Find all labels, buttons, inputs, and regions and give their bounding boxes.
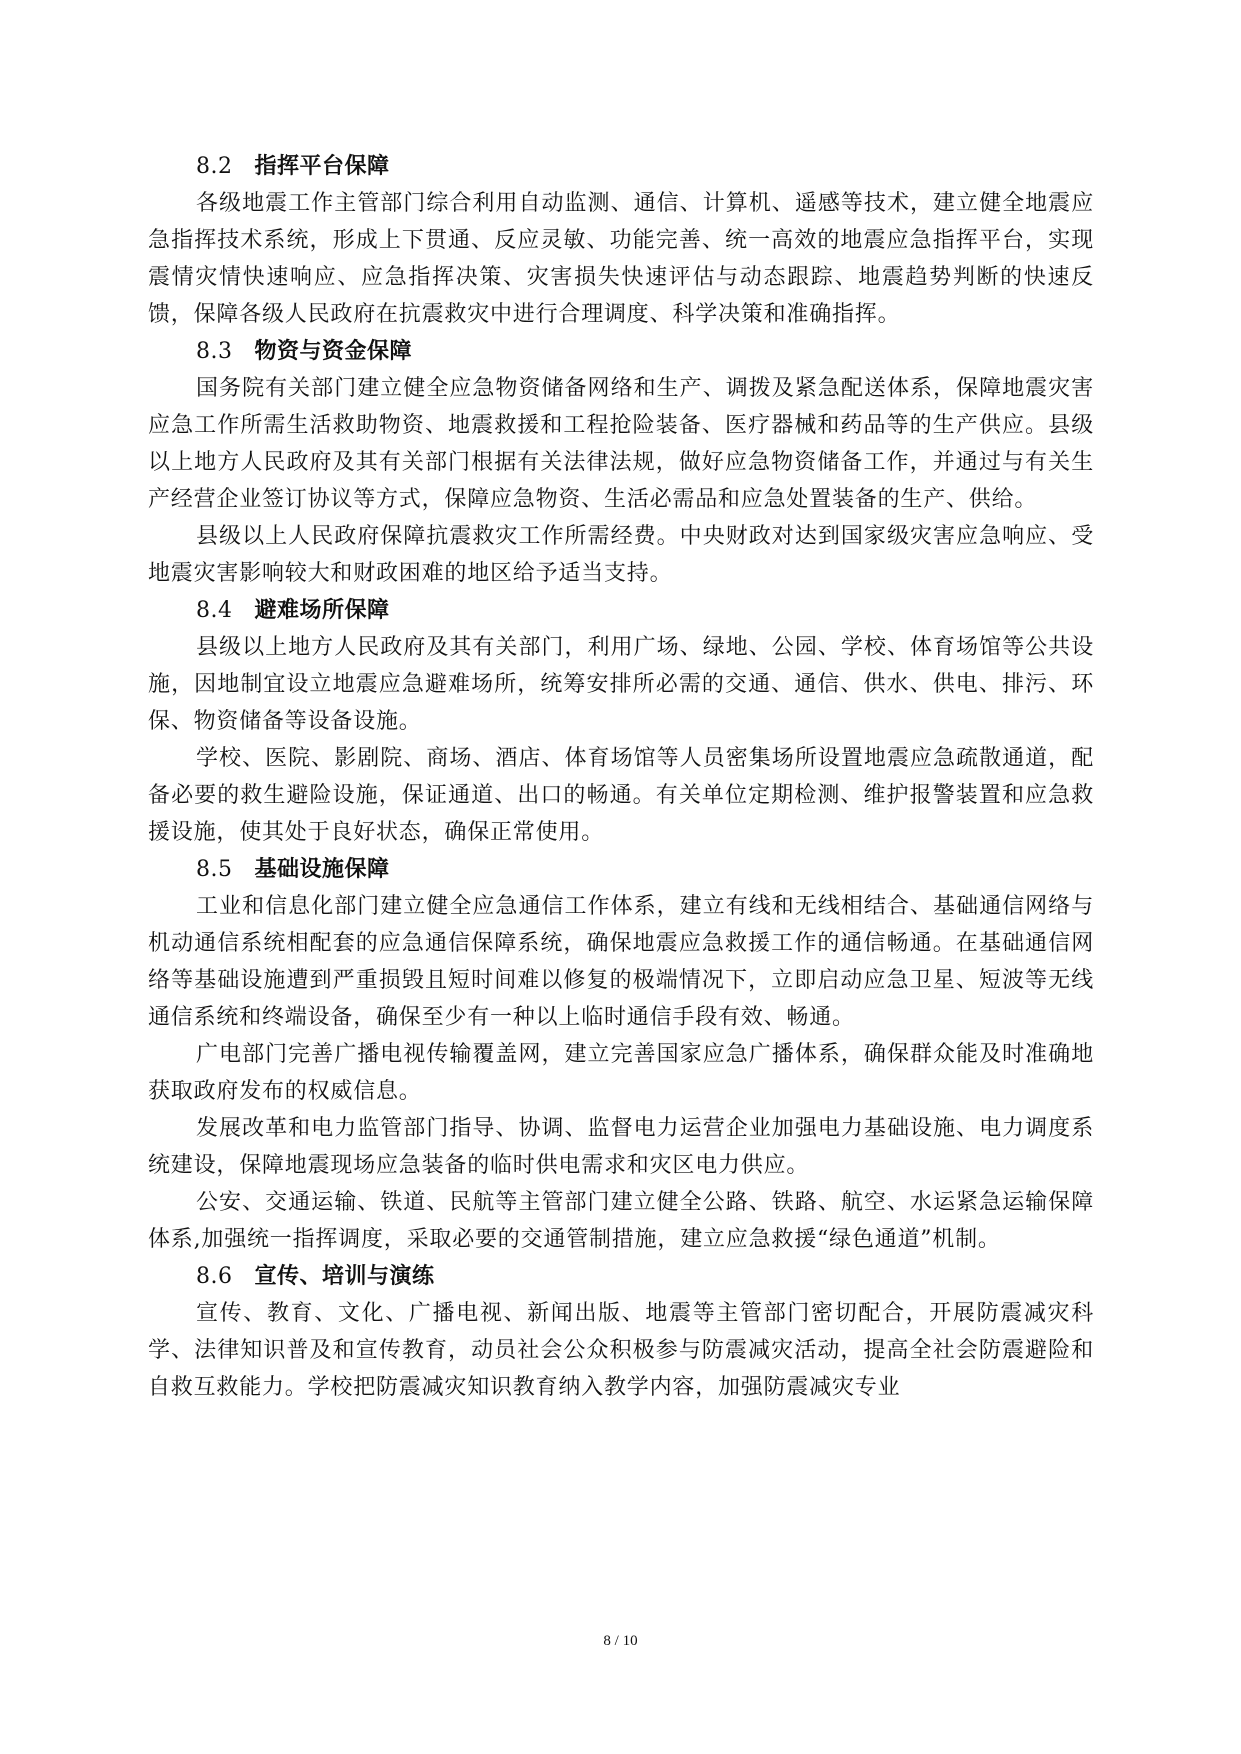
paragraph: 各级地震工作主管部门综合利用自动监测、通信、计算机、遥感等技术，建立健全地震应急指挥技术系统，形成上下贯通、反应灵敏、功能完善、统一高效的地震应急指挥平台，实现震情灾情快速响应、应急指挥决策、灾害损失快速评估与动态跟踪、地震趋势判断的快速反馈，保障各级人民政府在抗震救灾中进行合理调度、科学决策和准确指挥。 (148, 191, 1094, 327)
paragraph: 发展改革和电力监管部门指导、协调、监督电力运营企业加强电力基础设施、电力调度系统建设，保障地震现场应急装备的临时供电需求和灾区电力供应。 (148, 1116, 1094, 1178)
paragraph: 县级以上人民政府保障抗震救灾工作所需经费。中央财政对达到国家级灾害应急响应、受地震灾害影响较大和财政困难的地区给予适当支持。 (148, 524, 1094, 586)
section-heading (148, 333, 1094, 370)
section-heading (148, 592, 1094, 629)
paragraph: 广电部门完善广播电视传输覆盖网，建立完善国家应急广播体系，确保群众能及时准确地获取政府发布的权威信息。 (148, 1042, 1094, 1104)
section-title: 指挥平台保障 (254, 154, 390, 179)
paragraph: 县级以上地方人民政府及其有关部门，利用广场、绿地、公园、学校、体育场馆等公共设施，因地制宜设立地震应急避难场所，统筹安排所必需的交通、通信、供水、供电、排污、环保、物资储备等设备设施。 (148, 635, 1094, 734)
section-8-3 (148, 333, 1094, 592)
section-title: 宣传、培训与演练 (254, 1264, 435, 1289)
page-content (148, 148, 1094, 1406)
paragraph: 公安、交通运输、铁道、民航等主管部门建立健全公路、铁路、航空、水运紧急运输保障体系,加强统一指挥调度，采取必要的交通管制措施，建立应急救援“绿色通道”机制。 (148, 1190, 1094, 1252)
section-8-6 (148, 1258, 1094, 1406)
paragraph: 学校、医院、影剧院、商场、酒店、体育场馆等人员密集场所设置地震应急疏散通道，配备必要的救生避险设施，保证通道、出口的畅通。有关单位定期检测、维护报警装置和应急救援设施，使其处于良好状态，确保正常使用。 (148, 746, 1094, 845)
paragraph: 国务院有关部门建立健全应急物资储备网络和生产、调拨及紧急配送体系，保障地震灾害应急工作所需生活救助物资、地震救援和工程抢险装备、医疗器械和药品等的生产供应。县级以上地方人民政府及其有关部门根据有关法律法规，做好应急物资储备工作，并通过与有关生产经营企业签订协议等方式，保障应急物资、生活必需品和应急处置装备的生产、供给。 (148, 376, 1094, 512)
section-number: 8.5 (196, 857, 233, 882)
section-8-4 (148, 592, 1094, 851)
section-number: 8.2 (196, 154, 233, 179)
section-title: 基础设施保障 (254, 857, 390, 882)
paragraph: 宣传、教育、文化、广播电视、新闻出版、地震等主管部门密切配合，开展防震减灾科学、法律知识普及和宣传教育，动员社会公众积极参与防震减灾活动，提高全社会防震避险和自救互救能力。学校把防震减灾知识教育纳入教学内容，加强防震减灾专业 (148, 1301, 1094, 1400)
section-title: 避难场所保障 (254, 598, 390, 623)
section-title: 物资与资金保障 (254, 339, 413, 364)
section-heading (148, 851, 1094, 888)
paragraph: 工业和信息化部门建立健全应急通信工作体系，建立有线和无线相结合、基础通信网络与机动通信系统相配套的应急通信保障系统，确保地震应急救援工作的通信畅通。在基础通信网络等基础设施遭到严重损毁且短时间难以修复的极端情况下，立即启动应急卫星、短波等无线通信系统和终端设备，确保至少有一种以上临时通信手段有效、畅通。 (148, 894, 1094, 1030)
section-number: 8.6 (196, 1264, 233, 1289)
section-8-2 (148, 148, 1094, 333)
section-heading (148, 148, 1094, 185)
section-number: 8.4 (196, 598, 233, 623)
page-number: 8 / 10 (603, 1633, 638, 1649)
section-8-5 (148, 851, 1094, 1258)
section-heading (148, 1258, 1094, 1295)
section-number: 8.3 (196, 339, 233, 364)
